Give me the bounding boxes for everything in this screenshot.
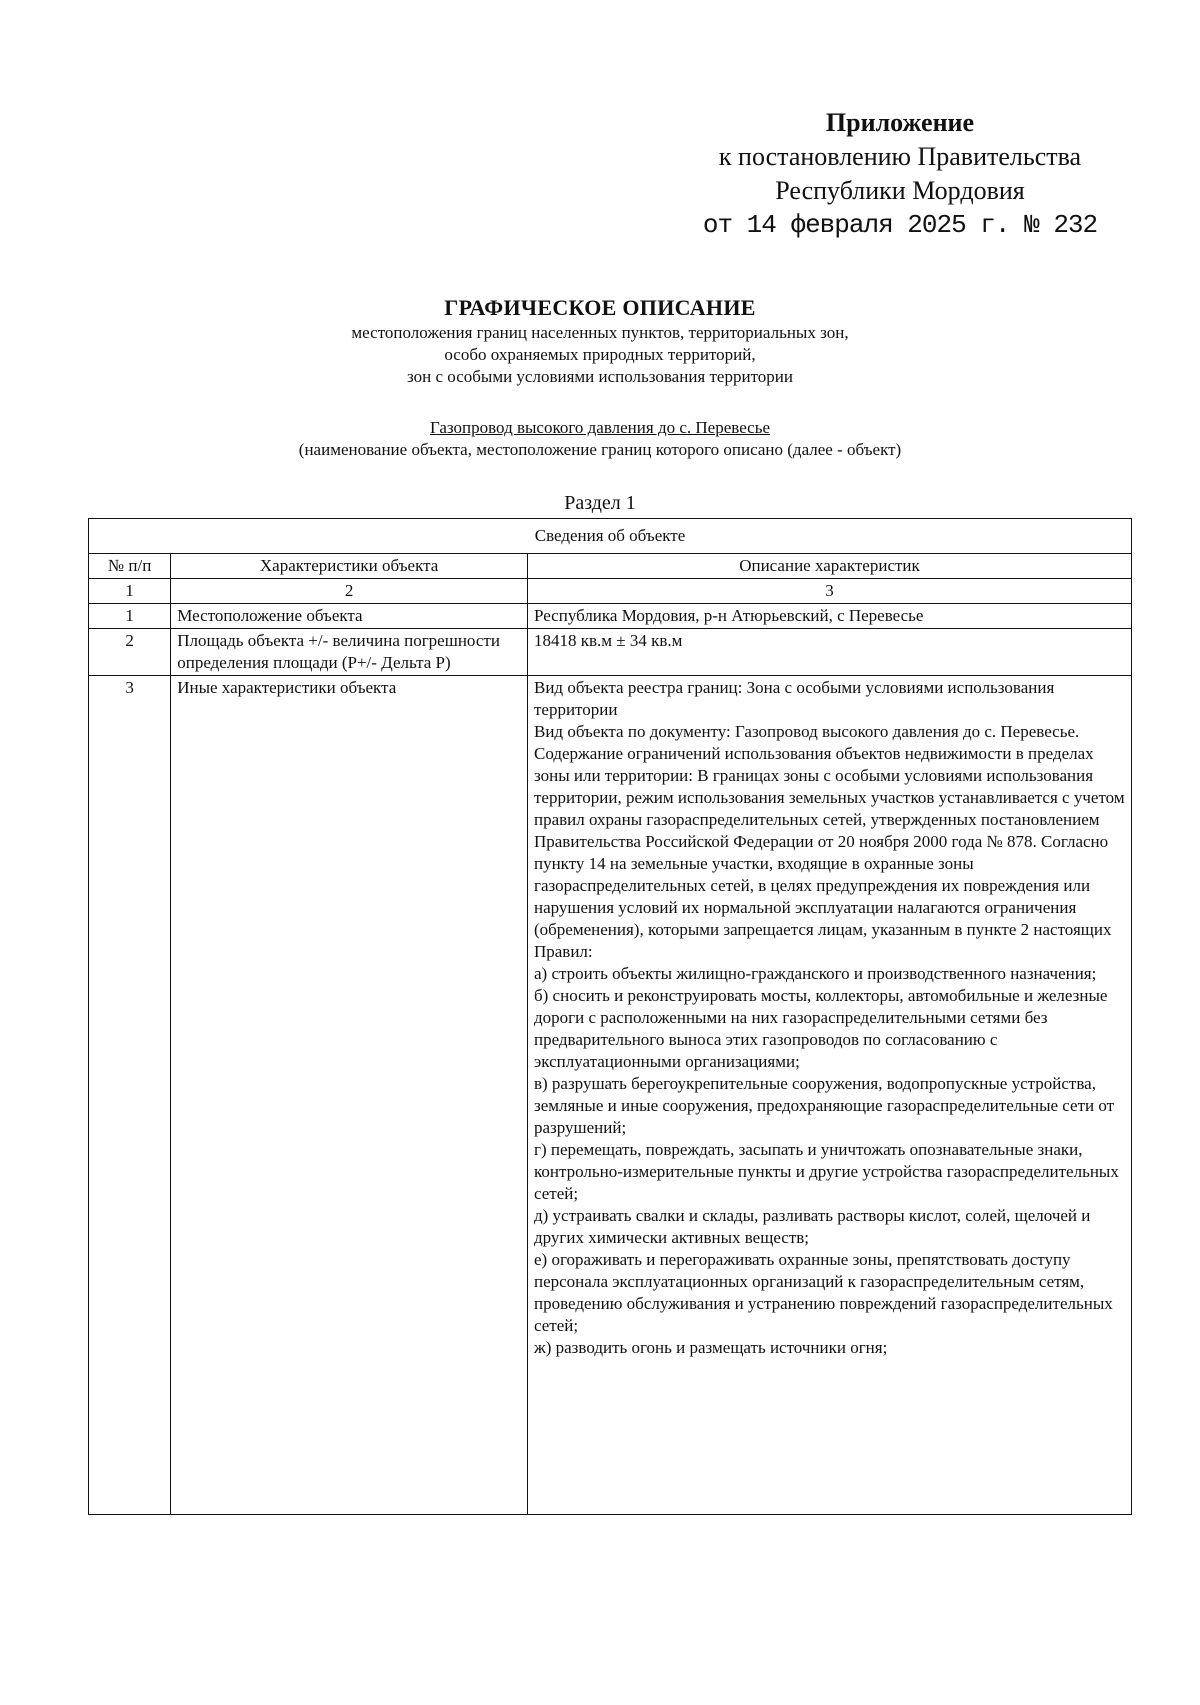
numbering-3: 3 bbox=[527, 579, 1131, 604]
table-row bbox=[89, 604, 1132, 629]
table-caption-row bbox=[89, 519, 1132, 554]
row-description bbox=[527, 676, 1131, 1515]
appendix-line-1: к постановлению Правительства bbox=[718, 142, 1082, 171]
header-characteristics: Характеристики объекта bbox=[171, 554, 528, 579]
object-caption: (наименование объекта, местоположение границ которого описано (далее - объект) bbox=[298, 440, 902, 459]
header-description: Описание характеристик bbox=[527, 554, 1131, 579]
row-characteristic: Местоположение объекта bbox=[171, 604, 528, 629]
row-number: 2 bbox=[89, 629, 171, 676]
description-paragraph: г) перемещать, повреждать, засыпать и уничтожать опознавательные знаки, контрольно-измерительные пункты и другие устройства газораспределительных сетей; bbox=[533, 1140, 1119, 1203]
object-name: Газопровод высокого давления до с. Перевесье bbox=[429, 418, 771, 437]
description-paragraph: б) сносить и реконструировать мосты, коллекторы, автомобильные и железные дороги с расположенными на них газораспределительными сетями без предварительного выноса этих газопроводов по согласованию с эксплуатационными организациями; bbox=[533, 986, 1108, 1071]
description-paragraph: Содержание ограничений использования объектов недвижимости в пределах зоны или территории: В границах зоны с особыми условиями использования территории, режим использования земельных участков устанавливается с учетом правил охраны газораспределительных сетей, утвержденных постановлением Правительства Российской Федерации от 20 ноября 2000 года № 878. Согласно пункту 14 на земельные участки, входящие в охранные зоны газораспределительных сетей, в целях предупреждения их повреждения или нарушения условий их нормальной эксплуатации налагаются ограничения (обременения), которыми запрещается лицам, указанным в пункте 2 настоящих Правил: bbox=[533, 744, 1125, 961]
table-numbering-row bbox=[89, 579, 1132, 604]
table-row bbox=[89, 629, 1132, 676]
numbering-2: 2 bbox=[171, 579, 528, 604]
appendix-line-2: Республики Мордовия bbox=[775, 176, 1025, 205]
description-paragraph: е) огораживать и перегораживать охранные зоны, препятствовать доступу персонала эксплуатационных организаций к газораспределительным сетям, проведению обслуживания и устранению повреждений газораспределительных сетей; bbox=[533, 1250, 1113, 1335]
numbering-1: 1 bbox=[89, 579, 171, 604]
description-paragraph: Вид объекта по документу: Газопровод высокого давления до с. Перевесье. bbox=[533, 722, 1080, 741]
row-number: 3 bbox=[89, 676, 171, 1515]
table-row bbox=[89, 676, 1132, 1515]
row-characteristic: Площадь объекта +/- величина погрешности определения площади (P+/- Дельта P) bbox=[171, 629, 528, 676]
description-paragraph: в) разрушать берегоукрепительные сооружения, водопропускные устройства, земляные и иные сооружения, предохраняющие газораспределительные сети от разрушений; bbox=[533, 1074, 1115, 1137]
row-description: 18418 кв.м ± 34 кв.м bbox=[527, 629, 1131, 676]
document-title-block bbox=[0, 294, 1200, 388]
table-caption: Сведения об объекте bbox=[89, 519, 1132, 554]
appendix-date: от 14 февраля 2025 г. № 232 bbox=[702, 210, 1098, 240]
description-paragraph: Вид объекта реестра границ: Зона с особыми условиями использования территории bbox=[533, 678, 1055, 719]
description-paragraph: ж) разводить огонь и размещать источники огня; bbox=[533, 1338, 888, 1357]
document-subtitle-2: особо охраняемых природных территорий, bbox=[444, 345, 756, 364]
appendix-header bbox=[680, 106, 1120, 242]
section-label: Раздел 1 bbox=[564, 492, 636, 514]
document-subtitle-3: зон с особыми условиями использования территории bbox=[407, 367, 793, 386]
row-characteristic: Иные характеристики объекта bbox=[171, 676, 528, 1515]
appendix-title: Приложение bbox=[825, 108, 975, 137]
document-subtitle-1: местоположения границ населенных пунктов, территориальных зон, bbox=[351, 323, 849, 342]
document-title: ГРАФИЧЕСКОЕ ОПИСАНИЕ bbox=[444, 295, 756, 320]
row-description: Республика Мордовия, р-н Атюрьевский, с Перевесье bbox=[527, 604, 1131, 629]
header-number: № п/п bbox=[89, 554, 171, 579]
description-paragraph: а) строить объекты жилищно-гражданского и производственного назначения; bbox=[533, 964, 1097, 983]
object-info-table bbox=[88, 518, 1132, 1515]
object-block bbox=[0, 417, 1200, 461]
description-paragraph: д) устраивать свалки и склады, разливать растворы кислот, солей, щелочей и других химически активных веществ; bbox=[533, 1206, 1091, 1247]
table-header-row bbox=[89, 554, 1132, 579]
row-number: 1 bbox=[89, 604, 171, 629]
